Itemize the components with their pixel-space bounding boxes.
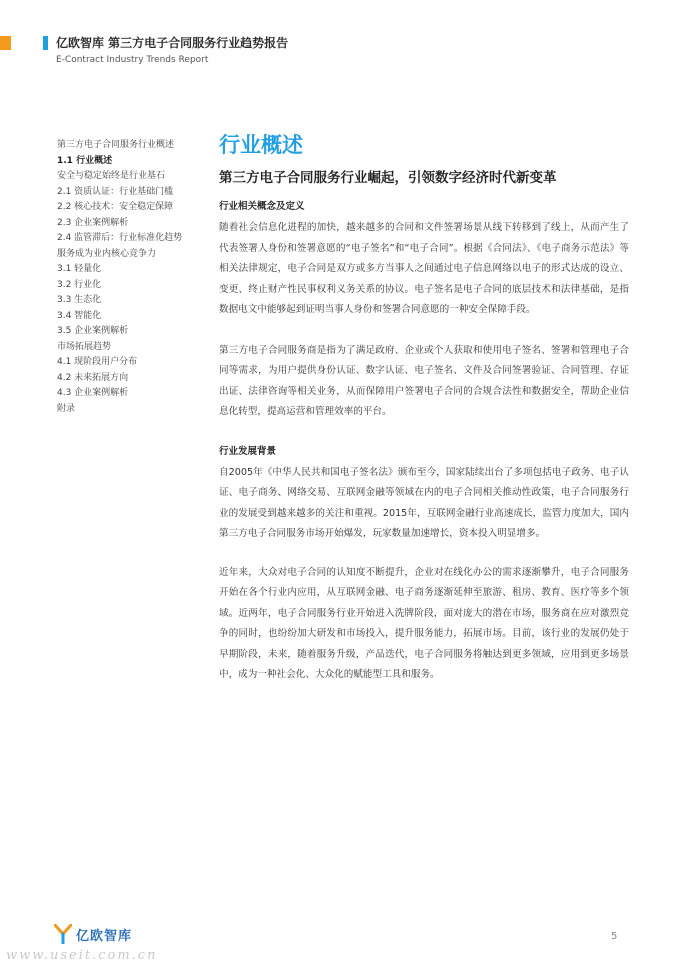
report-subtitle: E-Contract Industry Trends Report — [56, 55, 209, 65]
watermark: www.useit.com.cn — [6, 948, 158, 963]
concept-heading: 行业相关概念及定义 — [219, 201, 305, 212]
page-number: 5 — [611, 931, 618, 942]
background-paragraph: 近年来，大众对电子合同的认知度不断提升，企业对在线化办公的需求逐渐攀升，电子合同服务开始在各个行业内应用，从互联网金融、电子商务逐渐延伸至旅游、租房、教育、医疗等多个领域。近两年，电子合同服务行业开始进入洗牌阶段，面对庞大的潜在市场，服务商在应对激烈竞争的同时，也纷纷加大研发和市场投入，提升服务能力，拓展市场。目前，该行业的发展仍处于早期阶段，未来，随着服务升级，产品迭代，电子合同服务将触达到更多领域，应用到更多场景中，成为一种社会化、大众化的赋能型工具和服务。 — [219, 566, 629, 680]
toc-item[interactable]: 2.2 核心技术：安全稳定保障 — [57, 202, 174, 212]
header-accent-blue — [43, 36, 48, 50]
section-title: 行业概述 — [219, 133, 303, 157]
concept-paragraph: 随着社会信息化进程的加快，越来越多的合同和文件签署场景从线下转移到了线上，从而产生了代表签署人身份和签署意愿的“电子签名”和“电子合同”。根据《合同法》、《电子商务示范法》等相关法律规定，电子合同是双方或多方当事人之间通过电子信息网络以电子的形式达成的设立、变更、终止财产性民事权利义务关系的协议。电子签名是电子合同的底层技术和法律基础，是指数据电文中能够起到证明当事人身份和签署合同意愿的一种安全保障手段。 — [219, 222, 629, 315]
toc-item[interactable]: 安全与稳定始终是行业基石 — [57, 171, 166, 181]
toc-item[interactable]: 2.1 资质认证：行业基础门槛 — [57, 186, 174, 197]
background-heading: 行业发展背景 — [219, 445, 277, 457]
report-title: 亿欧智库 第三方电子合同服务行业趋势报告 — [56, 36, 289, 50]
logo-text: 亿欧智库 — [76, 928, 133, 944]
headline: 第三方电子合同服务行业崛起，引领数字经济时代新变革 — [219, 170, 557, 186]
toc-item[interactable]: 3.3 生态化 — [57, 295, 102, 305]
toc-item[interactable]: 4.1 现阶段用户分布 — [57, 357, 138, 367]
header-accent-orange — [0, 36, 11, 50]
yiou-logo-icon — [54, 924, 72, 944]
toc-item[interactable]: 市场拓展趋势 — [57, 341, 112, 352]
toc-item[interactable]: 3.4 智能化 — [57, 310, 102, 321]
toc-item[interactable]: 4.2 未来拓展方向 — [57, 372, 129, 383]
toc-item[interactable]: 附录 — [57, 403, 76, 414]
table-of-contents — [57, 138, 207, 417]
toc-item[interactable]: 3.1 轻量化 — [57, 264, 102, 274]
toc-item[interactable]: 2.3 企业案例解析 — [57, 217, 129, 228]
toc-item[interactable]: 3.5 企业案例解析 — [57, 326, 129, 336]
toc-item-active[interactable]: 1.1 行业概述 — [57, 155, 113, 166]
toc-item[interactable]: 第三方电子合同服务行业概述 — [57, 140, 175, 150]
toc-item[interactable]: 2.4 监管滞后：行业标准化趋势 — [57, 233, 183, 243]
footer-logo — [54, 924, 132, 944]
toc-item[interactable]: 4.3 企业案例解析 — [57, 388, 129, 398]
background-paragraph: 自2005年《中华人民共和国电子签名法》颁布至今，国家陆续出台了多项包括电子政务、电子认证、电子商务、网络交易、互联网金融等领域在内的电子合同相关推动性政策，电子合同服务行业的发展受到越来越多的关注和重视。2015年，互联网金融行业高速成长，监管力度加大，国内第三方电子合同服务市场开始爆发，玩家数量加速增长，资本投入明显增多。 — [219, 466, 629, 539]
concept-paragraph: 第三方电子合同服务商是指为了满足政府、企业或个人获取和使用电子签名、签署和管理电子合同等需求，为用户提供身份认证、数字认证、电子签名、文件及合同签署验证、合同管理、存证出证、法律咨询等相关业务，从而保障用户签署电子合同的合规合法性和数据安全，帮助企业信息化转型，提高运营和管理效率的平台。 — [219, 344, 629, 417]
main-content — [219, 128, 629, 686]
toc-item[interactable]: 3.2 行业化 — [57, 279, 102, 290]
toc-item[interactable]: 服务成为业内核心竞争力 — [57, 248, 157, 259]
